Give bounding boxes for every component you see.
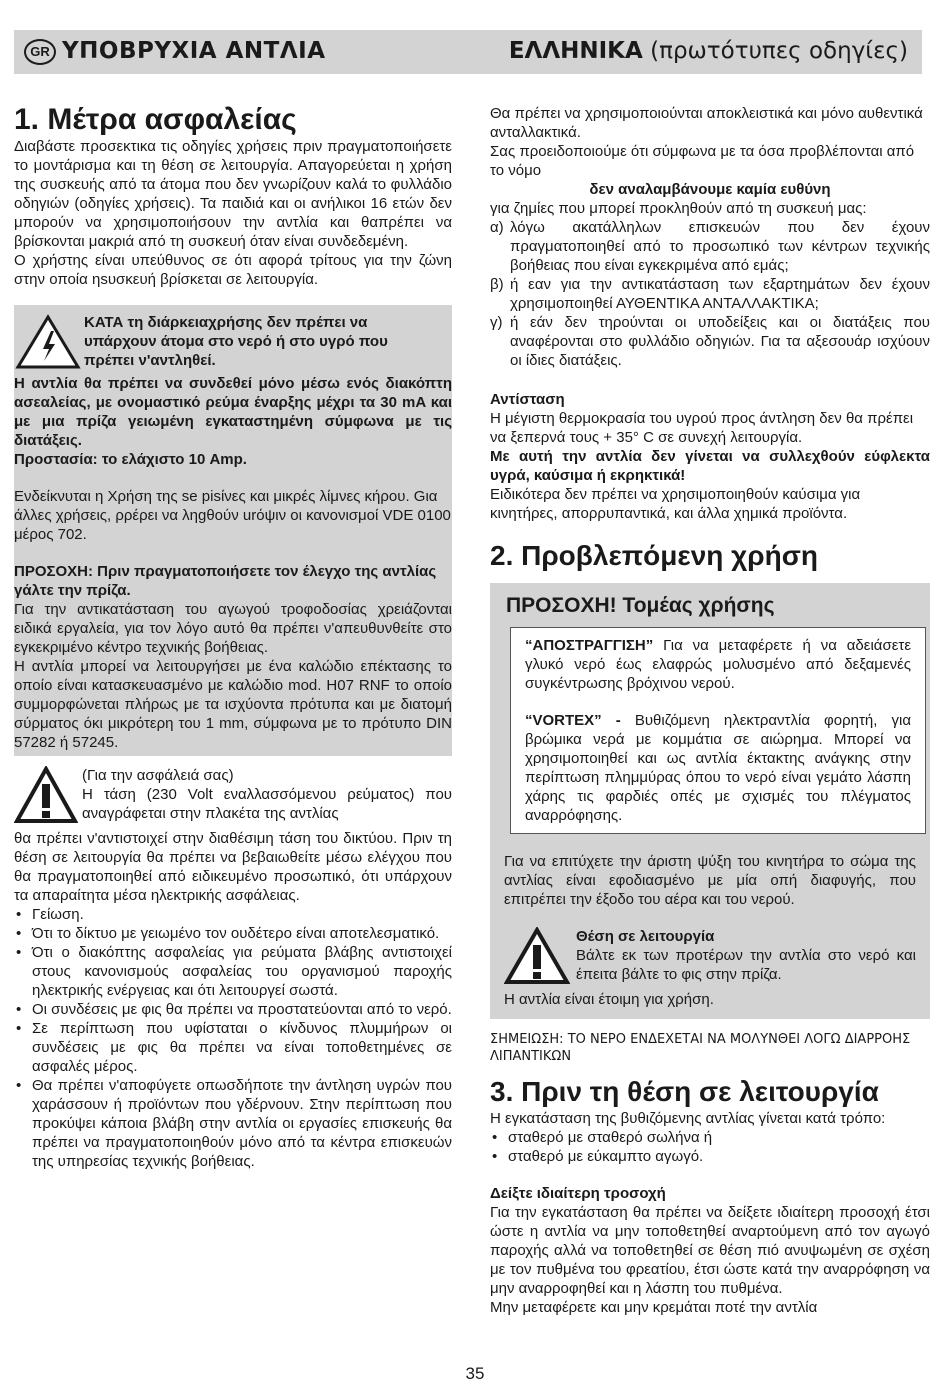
safety-checklist	[14, 905, 452, 1171]
language-badge: GR	[24, 39, 56, 65]
list-item: • Ότι το δίκτυο με γειωμένο τον ουδέτερο είναι αποτελεσματικό.	[14, 924, 452, 943]
left-column	[14, 103, 452, 1171]
voltage-warning	[14, 766, 452, 829]
list-item: • Ότι ο διακόπτης ασφαλείας για ρεύματα βλάβης αντιστοιχεί στους κανονισμούς ασφαλείας του οργανισμού παροχής ηλεκτρικής ενέργειας και ότι λειτουργεί σωστά.	[14, 943, 452, 1000]
care-text: Για την εγκατάσταση θα πρέπει να δείξετε ιδιαίτερη προσοχή έτσι ώστε η αντλία να μην τοποθετηθεί αναρτούμενη από τον αγωγό παροχής αλλά να τοποθετηθεί σε θέση πιό ανυψωμένη σε σχέση με τον πυθμένα του φρεατίου, έτσι ώστε κατά την αναρρόφηση να μην αναρροφηθεί και η λάσπη του πυθμένα.	[490, 1204, 930, 1297]
product-title: ΥΠΟΒΡΥΧΙΑ ΑΝΤΛΙΑ	[62, 38, 326, 64]
page-number: 35	[465, 1364, 485, 1383]
operation-text: Βάλτε εκ των προτέρων την αντλία στο νερό και έπειτα βάλτε το φις στην πρίζα.	[576, 947, 916, 983]
list-item: • Σε περίπτωση που υφίσταται ο κίνδυνος πλυμμήρων οι συνδέσεις με φις θα πρέπει να είναι τοποθετημένες σε ασφαλές μέρος.	[14, 1019, 452, 1076]
cooling-note: Για να επιτύχετε την άριστη ψύξη του κινητήρα το σώμα της αντλίας είναι εφοδιασμένο με μία οπή διαφυγής, που επιτρέπει την έξοδο του αέρα και του νερού.	[504, 853, 916, 908]
language-name: ΕΛΛΗΝΙΚΑ	[508, 38, 643, 64]
max-temperature: Η μέγιστη θερμοκρασία του υγρού προς άντληση δεν θα πρέπει να ξεπερνά τους + 35° C σε συνεχή λειτουργία.	[490, 410, 914, 446]
no-persons-warning: ΚΑΤΑ τη διάρκειαχρήσης δεν πρέπει να υπάρχουν άτομα στο νερό ή στο υγρό που πρέπει ν'αντληθεί.	[84, 314, 388, 369]
drain-description: “ΑΠΟΣΤΡΑΓΓΙΣΗ” Για να μεταφέρετε ή να αδειάσετε γλυκό νερό έως ελαφρώς μολυσμένο από δεξαμενές συγκέντρωσης βρόχινου νερού.	[525, 637, 912, 692]
safety-intro: Διαβάστε προσεκτικα τις οδηγίες χρήσεις πριν πραγματοποιήσετε το μοντάρισμα και τη θέση σε λειτουργία. Απαγορεύεται η χρήση της συσκευής από τα άτομα που δεν γνωρίζουν καλά το φυλλάδιο οδηγιών (οδηγίες χρήσεις). Τα παιδιά και οι ανήλικοι 16 ετών δεν μπορούν να χρησιμοποιήσουν την αντλία και θαπρέπει να βρίσκονται μακριά από τη συσκευή όταν είναι συνδεδεμένη.	[14, 138, 452, 250]
list-item: • σταθερό με εύκαμπτο αγωγό.	[490, 1147, 930, 1166]
list-item: • Θα πρέπει ν'αποφύγετε οπωσδήποτε την άντληση υγρών που χαράσσουν ή προϊόντων που γδέρνουν. Στην περίπτωση που προκύψει κάποια βλάβη στην αντλία οι εργασίες επισκευής θα πρέπει να πραγματοποιηθούν μόνο από τα κέντρα επισκευών της υπηρεσίας τεχνικής βοήθειας.	[14, 1076, 452, 1171]
last-line: Μην μεταφέρετε και μην κρεμάται ποτέ την αντλία	[490, 1299, 818, 1316]
liability-list	[490, 218, 930, 370]
list-item: • σταθερό με σταθερό σωλήνα ή	[490, 1128, 930, 1147]
high-voltage-icon	[14, 313, 84, 374]
warning-icon	[14, 766, 82, 829]
operation-heading: Θέση σε λειτουργία	[576, 928, 715, 945]
warning-icon	[504, 927, 576, 990]
rcd-requirement: Η αντλία θα πρέπει να συνδεθεί μόνο μέσω ενός διακόπτη ασεαλείας, με ονομαστικό ρεύμα έναρξης μέχρι τα 30 mA και με μια πρίζα γειωμένη εγκαταστημένη σύμφωνα με τις διατάξεις.	[14, 375, 452, 449]
electrical-warning-box	[14, 305, 452, 756]
pump-types	[510, 627, 926, 834]
right-column	[490, 104, 930, 1317]
installation-methods	[490, 1128, 930, 1166]
section-1-heading: 1. Μέτρα ασφαλείας	[14, 103, 297, 136]
list-item: γ) ή εάν δεν τηρούνται οι υποδείξεις και οι διατάξεις που αναφέρονται στο φυλλάδιο οδηγιών. Για τα αξεσουάρ ισχύουν οι ίδιες διατάξεις.	[490, 314, 930, 369]
language-label	[509, 38, 908, 64]
warning-header	[14, 313, 452, 374]
voltage-continued: θα πρέπει ν'αντιστοιχεί στην διαθέσιμη τάση του δικτύου. Πριν τη θέση σε λειτουργία θα πρέπει να βεβαιωθείτε μέσω ελέγχου που θα πραγματοποιηθεί από ειδικευμένο προσωπικό, ότι υπάρχουν τα απαραίτητα μέσα ηλεκτρικής ασφάλειας.	[14, 830, 452, 904]
section-3-heading: 3. Πριν τη θέση σε λειτουργία	[490, 1076, 879, 1107]
usage-box	[490, 583, 930, 1019]
page-header	[14, 30, 922, 74]
user-responsibility: Ο χρήστης είναι υπεύθυνος σε ότι αφορά τρίτους για την ζώνη στην οποία ηsυσκευή βρίσκεται σε λειτουργία.	[14, 252, 452, 288]
extension-cable: Η αντλία μπορεί να λειτουργήσει με ένα καλώδιο επέκτασης το οποίο είναι κατασκευασμένο με καλώδιο mod. H07 RNF το οποίο συμμορφώνεται πλήρως με τα ισχύοντα πρότυπα και με διατομή σύρματος όκι μικρότερη του 1 mm, σύμφωνα με το πρότυπο DIN 57282 ή 57245.	[14, 658, 452, 751]
care-heading: Δείξτε ιδιαίτερη τροσοχή	[490, 1185, 666, 1202]
flammable-warning: Με αυτή την αντλία δεν γίνεται να συλλεχθούν εύφλεκτα υγρά, καύσιμα ή εκρηκτικά!	[490, 448, 930, 484]
damages-intro: για ζημίες που μπορεί προκληθούν από τη συσκευή μας:	[490, 200, 867, 217]
list-item: • Γείωση.	[14, 905, 452, 924]
cable-replacement: Για την αντικατάσταση του αγωγού τροφοδοσίας χρειάζονται ειδικά εργαλεία, για τον λόγο αυτό θα πρέπει ν'απευθυνθείτε στο εγκεκριμένο κέντρο τεχνικής βοήθειας.	[14, 601, 452, 656]
resistance-heading: Αντίσταση	[490, 391, 565, 408]
usage-box-title: ΠΡΟΣΟΧΗ! Τομέας χρήσης	[506, 594, 775, 617]
no-responsibility: δεν αναλαμβάνουμε καμία ευθύνη	[589, 181, 831, 198]
language-note: (πρωτότυπες οδηγίες)	[650, 38, 908, 64]
list-item: • Οι συνδέσεις με φις θα πρέπει να προστατεύονται από το νερό.	[14, 1000, 452, 1019]
original-spares: Θα πρέπει να χρησιμοποιούνται αποκλειστικά και μόνο αυθεντικά ανταλλακτικά.	[490, 105, 923, 141]
operation-warning	[504, 927, 930, 990]
ready-text: Η αντλία είναι έτοιμη για χρήση.	[504, 991, 714, 1008]
pool-usage-note: Ενδείκνυται η Χρήση της se pisίνες και μικρές λίμνες κήρου. Gια άλλες χρήσεις, ρρέρει να ληgθούν urόψιν οι κανονισμοί VDE 0100 μέρος 702.	[14, 488, 451, 543]
unplug-caution: ΠΡΟΣΟΧΗ: Πριν πραγματοποιήσετε τον έλεγχο της αντλίας γάλτε την πρίζα.	[14, 563, 437, 599]
voltage-text: Η τάση (230 Volt εναλλασσόμενου ρεύματος) που αναγράφεται στην πλακέτα της αντλίας	[82, 786, 452, 822]
list-item: β) ή εαν για την αντικατάσταση των εξαρτημάτων δεν έχουν χρησιμοποιηθεί ΑΥΘΕΝΤΙΚΑ ΑΝΤΑΛΛΑΚΤΙΚΑ;	[490, 276, 930, 312]
vortex-description: “VORTEX” - Βυθιζόμενη ηλεκτραντλία φορητή, για βρώμικα νερά με κομμάτια σε αιώρημα. Μπορεί να χρησιμοποιηθεί και ως αντλία έκτακτης ανάγκης στην περίπτωση πλημμύρας όπου το νερό είναι γεμάτο λάσπη χάρης τις φαρδιές οπές με σχισμές του πλέγματος αναρρόφησης.	[525, 712, 912, 824]
legal-notice: Σας προειδοποιούμε ότι σύμφωνα με τα όσα προβλέπονται από το νόμο	[490, 143, 915, 179]
section-2-heading: 2. Προβλεπόμενη χρήση	[490, 540, 818, 571]
fuse-protection: Προστασία: το ελάχιστο 10 Amp.	[14, 451, 247, 468]
safety-subheading: (Για την ασφάλειά σας)	[82, 767, 234, 784]
chemicals-warning: Ειδικότερα δεν πρέπει να χρησιμοποιηθούν καύσιμα για κινητήρες, απορρυπαντικά, και άλλα χημικά προϊόντα.	[490, 486, 861, 522]
installation-intro: Η εγκατάσταση της βυθιζόμενης αντλίας γίνεται κατά τρόπο:	[490, 1110, 886, 1127]
list-item: α) λόγω ακατάλληλων επισκευών που δεν έχουν πραγματοποιηθεί από το προσωπικό των κέντρων τεχνικής βοήθειας που είναι εγκεκριμένα από εμάς;	[490, 219, 930, 274]
lubricant-note: ΣΗΜΕΙΩΣΗ: ΤΟ ΝΕΡΟ ΕΝΔΕΧΕΤΑΙ ΝΑ ΜΟΛΥΝΘΕΙ ΛΟΓΩ ΔΙΑΡΡΟΗΣ ΛΙΠΑΝΤΙΚΩΝ	[490, 1032, 911, 1064]
